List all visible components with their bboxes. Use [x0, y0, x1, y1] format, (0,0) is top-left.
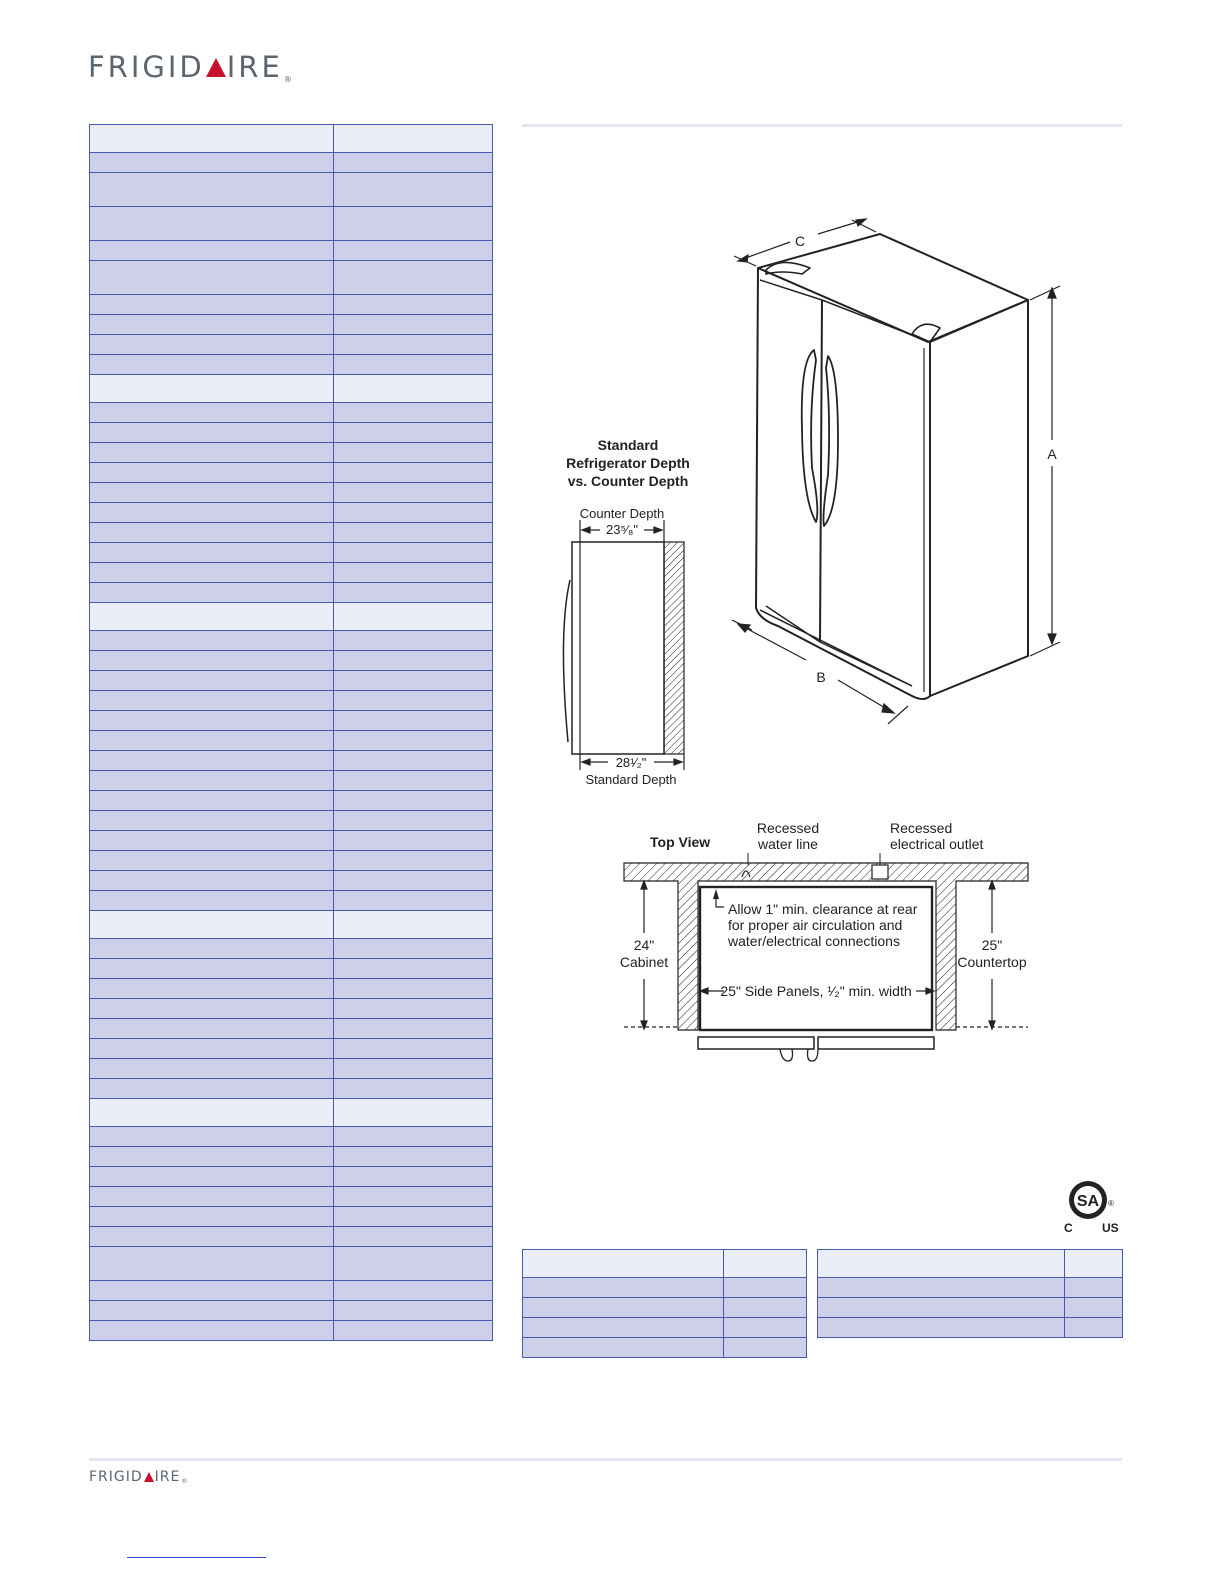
table-row	[90, 483, 493, 503]
table-cell-value	[334, 1127, 493, 1147]
table-cell-value	[1065, 1250, 1123, 1278]
table-cell-label	[90, 1187, 334, 1207]
table-cell-label	[90, 1019, 334, 1039]
table-cell-label	[90, 563, 334, 583]
table-cell-label	[90, 583, 334, 603]
table-cell-value	[334, 483, 493, 503]
table-cell-label	[90, 207, 334, 241]
table-cell-label	[523, 1318, 724, 1338]
counter-depth-label: Counter Depth	[579, 506, 665, 521]
table-row	[523, 1338, 807, 1358]
table-cell-value	[334, 851, 493, 871]
table-cell-value	[334, 811, 493, 831]
table-cell-label	[90, 831, 334, 851]
table-cell-value	[334, 871, 493, 891]
table-cell-value	[334, 207, 493, 241]
table-row	[90, 261, 493, 295]
table-cell-label	[90, 543, 334, 563]
table-cell-value	[334, 1167, 493, 1187]
table-cell-value	[334, 1281, 493, 1301]
outlet-label-2: electrical outlet	[890, 836, 984, 852]
fridge-top-outline	[758, 234, 1028, 342]
table-cell-value	[334, 443, 493, 463]
table-row	[90, 999, 493, 1019]
table-row	[90, 671, 493, 691]
table-cell-label	[90, 443, 334, 463]
table-row	[90, 1147, 493, 1167]
table-row	[90, 1301, 493, 1321]
table-row	[90, 651, 493, 671]
table-cell-value	[334, 583, 493, 603]
bottom-right-table-body	[818, 1250, 1123, 1338]
clearance-text-2: for proper air circulation and	[728, 917, 903, 933]
outlet-label-1: Recessed	[890, 820, 953, 836]
table-cell-value	[334, 831, 493, 851]
table-cell-value	[334, 631, 493, 651]
table-row	[90, 563, 493, 583]
table-cell-label	[90, 1079, 334, 1099]
table-cell-label	[90, 153, 334, 173]
table-row	[90, 771, 493, 791]
left-handle	[802, 350, 818, 522]
table-row	[90, 1167, 493, 1187]
specifications-table	[89, 124, 493, 1341]
table-cell-value	[334, 1099, 493, 1127]
table-row	[90, 831, 493, 851]
table-cell-label	[90, 999, 334, 1019]
table-row	[90, 1127, 493, 1147]
table-cell-value	[334, 423, 493, 443]
table-row	[90, 173, 493, 207]
table-cell-label	[90, 651, 334, 671]
csa-right-label: US	[1102, 1221, 1119, 1235]
bottom-right-table	[817, 1249, 1123, 1338]
table-cell-label	[90, 315, 334, 335]
footer-logo-text-right: IRE	[154, 1469, 181, 1485]
table-cell-value	[1065, 1318, 1123, 1338]
table-cell-label	[90, 751, 334, 771]
table-row	[818, 1318, 1123, 1338]
top-view-title: Top View	[650, 834, 711, 850]
csa-certification-mark	[1060, 1178, 1126, 1236]
table-row	[90, 583, 493, 603]
table-cell-label	[90, 851, 334, 871]
left-door-outline	[698, 1037, 814, 1049]
table-row	[90, 871, 493, 891]
table-row	[90, 503, 493, 523]
logo-triangle-icon	[206, 58, 226, 77]
table-cell-label	[90, 891, 334, 911]
table-cell-label	[90, 1039, 334, 1059]
countertop-value: 25"	[981, 937, 1003, 953]
table-cell-value	[334, 603, 493, 631]
table-cell-label	[90, 711, 334, 731]
table-cell-label	[90, 979, 334, 999]
fridge-side-profile	[572, 542, 664, 754]
table-cell-value	[1065, 1278, 1123, 1298]
table-row	[90, 153, 493, 173]
door-split-line	[820, 300, 822, 642]
table-cell-label	[90, 1059, 334, 1079]
table-cell-label	[90, 523, 334, 543]
table-cell-label	[90, 871, 334, 891]
table-cell-label	[90, 939, 334, 959]
table-row	[523, 1298, 807, 1318]
standard-depth-label: Standard Depth	[585, 772, 677, 787]
table-cell-label	[90, 691, 334, 711]
table-cell-value	[334, 463, 493, 483]
table-cell-value	[334, 125, 493, 153]
table-cell-value	[334, 1207, 493, 1227]
table-row	[90, 443, 493, 463]
table-section-header	[523, 1250, 807, 1278]
clearance-text-1: Allow 1" min. clearance at rear	[728, 901, 918, 917]
table-row	[90, 851, 493, 871]
table-section-header	[90, 1099, 493, 1127]
table-cell-label	[90, 173, 334, 207]
table-cell-value	[334, 543, 493, 563]
outlet-box	[872, 865, 888, 879]
table-cell-value	[334, 731, 493, 751]
fridge-side-outline	[930, 300, 1028, 696]
table-cell-value	[334, 1079, 493, 1099]
table-cell-label	[90, 335, 334, 355]
table-cell-label	[523, 1298, 724, 1318]
table-cell-label	[90, 1281, 334, 1301]
table-cell-value	[334, 173, 493, 207]
table-cell-label	[818, 1298, 1065, 1318]
specifications-table-body	[90, 125, 493, 1341]
side-panels-label: 25" Side Panels, ¹⁄₂" min. width	[720, 983, 912, 999]
table-cell-value	[334, 691, 493, 711]
dimension-b-label: B	[816, 669, 826, 685]
table-row	[90, 891, 493, 911]
table-cell-label	[90, 1321, 334, 1341]
table-row	[90, 791, 493, 811]
bottom-left-table	[522, 1249, 807, 1358]
table-row	[90, 523, 493, 543]
table-row	[90, 939, 493, 959]
table-section-header	[818, 1250, 1123, 1278]
table-cell-value	[334, 1187, 493, 1207]
frigidaire-logo	[88, 50, 292, 84]
table-cell-value	[334, 1227, 493, 1247]
table-cell-label	[90, 1167, 334, 1187]
table-cell-label	[90, 771, 334, 791]
table-cell-label	[90, 125, 334, 153]
table-cell-value	[334, 1019, 493, 1039]
table-cell-value	[334, 911, 493, 939]
table-cell-label	[90, 631, 334, 651]
table-cell-label	[90, 1207, 334, 1227]
table-cell-label	[90, 423, 334, 443]
table-section-header	[90, 603, 493, 631]
table-row	[90, 979, 493, 999]
table-cell-value	[334, 1321, 493, 1341]
table-cell-value	[334, 335, 493, 355]
counter-hatch-area	[664, 542, 684, 754]
table-cell-label	[90, 603, 334, 631]
table-row	[90, 355, 493, 375]
table-cell-value	[334, 1039, 493, 1059]
table-section-header	[90, 375, 493, 403]
table-cell-label	[523, 1278, 724, 1298]
table-cell-value	[724, 1298, 807, 1318]
table-cell-value	[334, 153, 493, 173]
footer-logo-text-left: FRIGID	[89, 1469, 143, 1485]
table-row	[90, 1187, 493, 1207]
csa-mark-text: SA	[1076, 1193, 1100, 1210]
table-cell-value	[724, 1250, 807, 1278]
table-row	[90, 315, 493, 335]
table-cell-label	[90, 261, 334, 295]
table-row	[90, 1059, 493, 1079]
table-cell-label	[90, 911, 334, 939]
table-cell-label	[90, 241, 334, 261]
table-row	[90, 631, 493, 651]
table-cell-label	[90, 295, 334, 315]
table-cell-value	[334, 751, 493, 771]
table-section-header	[90, 125, 493, 153]
table-row	[90, 543, 493, 563]
csa-registered: ®	[1108, 1199, 1114, 1208]
table-cell-value	[334, 999, 493, 1019]
table-cell-value	[334, 1247, 493, 1281]
table-cell-value	[334, 1147, 493, 1167]
table-cell-value	[334, 979, 493, 999]
table-row	[90, 1039, 493, 1059]
csa-left-label: C	[1064, 1221, 1073, 1235]
table-cell-value	[334, 563, 493, 583]
table-cell-value	[334, 315, 493, 335]
table-cell-value	[334, 261, 493, 295]
cabinet-label: Cabinet	[620, 954, 669, 970]
table-cell-value	[334, 651, 493, 671]
logo-text-right: IRE	[226, 50, 283, 84]
table-cell-label	[523, 1338, 724, 1358]
table-row	[90, 1247, 493, 1281]
footer-logo-triangle-icon	[144, 1472, 154, 1482]
table-row	[90, 1227, 493, 1247]
table-cell-value	[334, 939, 493, 959]
water-line-label-1: Recessed	[756, 820, 820, 836]
table-row	[90, 295, 493, 315]
table-row	[90, 241, 493, 261]
table-cell-value	[334, 891, 493, 911]
table-row	[90, 1321, 493, 1341]
footer-logo	[89, 1469, 187, 1485]
table-row	[90, 403, 493, 423]
table-cell-label	[90, 959, 334, 979]
table-row	[90, 423, 493, 443]
footer-link[interactable]	[127, 1557, 266, 1558]
table-row	[90, 207, 493, 241]
table-row	[90, 711, 493, 731]
table-cell-label	[90, 731, 334, 751]
table-row	[90, 751, 493, 771]
table-cell-label	[90, 1301, 334, 1321]
table-row	[90, 463, 493, 483]
table-section-header	[90, 911, 493, 939]
table-cell-value	[334, 1059, 493, 1079]
table-cell-value	[334, 241, 493, 261]
table-cell-value	[334, 375, 493, 403]
depth-title-line3: vs. Counter Depth	[567, 473, 689, 489]
dimension-a-label: A	[1047, 446, 1057, 462]
table-cell-label	[90, 1127, 334, 1147]
table-cell-label	[90, 403, 334, 423]
clearance-text-3: water/electrical connections	[728, 933, 900, 949]
standard-depth-value: 28¹⁄₂"	[615, 755, 647, 770]
table-cell-value	[334, 503, 493, 523]
table-cell-label	[90, 503, 334, 523]
table-cell-label	[90, 375, 334, 403]
table-row	[90, 731, 493, 751]
depth-title-line2: Refrigerator Depth	[566, 455, 690, 471]
section-divider-top	[522, 124, 1122, 127]
table-row	[523, 1278, 807, 1298]
table-cell-label	[90, 483, 334, 503]
logo-registered-mark: ®	[283, 75, 292, 84]
table-cell-value	[334, 671, 493, 691]
table-cell-label	[90, 791, 334, 811]
table-row	[90, 811, 493, 831]
table-cell-value	[724, 1318, 807, 1338]
table-cell-label	[90, 1147, 334, 1167]
table-cell-value	[334, 771, 493, 791]
table-row	[523, 1318, 807, 1338]
table-cell-label	[90, 463, 334, 483]
right-handle	[824, 356, 839, 526]
table-cell-value	[724, 1278, 807, 1298]
table-cell-value	[334, 523, 493, 543]
table-cell-value	[334, 791, 493, 811]
table-cell-label	[90, 1247, 334, 1281]
table-row	[818, 1278, 1123, 1298]
table-cell-value	[334, 711, 493, 731]
table-cell-label	[90, 1099, 334, 1127]
table-row	[90, 335, 493, 355]
table-cell-value	[1065, 1298, 1123, 1318]
footer-logo-registered-mark: ®	[181, 1478, 188, 1485]
countertop-label: Countertop	[957, 954, 1027, 970]
top-view-diagram	[620, 815, 1040, 1065]
table-cell-value	[334, 1301, 493, 1321]
table-cell-label	[90, 811, 334, 831]
table-cell-value	[334, 959, 493, 979]
footer-divider	[89, 1458, 1122, 1461]
table-cell-label	[523, 1250, 724, 1278]
depth-title-line1: Standard	[597, 437, 659, 453]
table-cell-label	[90, 355, 334, 375]
water-line-label-2: water line	[758, 836, 818, 852]
table-row	[90, 1281, 493, 1301]
table-cell-value	[334, 295, 493, 315]
dimension-c-label: C	[794, 233, 806, 249]
table-cell-label	[90, 1227, 334, 1247]
table-row	[90, 959, 493, 979]
side-profile-handle	[563, 580, 570, 742]
table-row	[818, 1298, 1123, 1318]
table-cell-value	[334, 403, 493, 423]
table-cell-label	[818, 1318, 1065, 1338]
cabinet-value: 24"	[633, 937, 655, 953]
table-row	[90, 691, 493, 711]
logo-text-left: FRIGID	[88, 50, 205, 84]
table-row	[90, 1207, 493, 1227]
table-row	[90, 1019, 493, 1039]
table-cell-value	[724, 1338, 807, 1358]
bottom-left-table-body	[523, 1250, 807, 1358]
right-door-outline	[818, 1037, 934, 1049]
table-cell-label	[818, 1278, 1065, 1298]
table-cell-value	[334, 355, 493, 375]
depth-comparison-diagram	[540, 432, 740, 792]
table-cell-label	[818, 1250, 1065, 1278]
counter-depth-value: 23⁵⁄₈"	[605, 522, 639, 537]
table-cell-label	[90, 671, 334, 691]
table-row	[90, 1079, 493, 1099]
